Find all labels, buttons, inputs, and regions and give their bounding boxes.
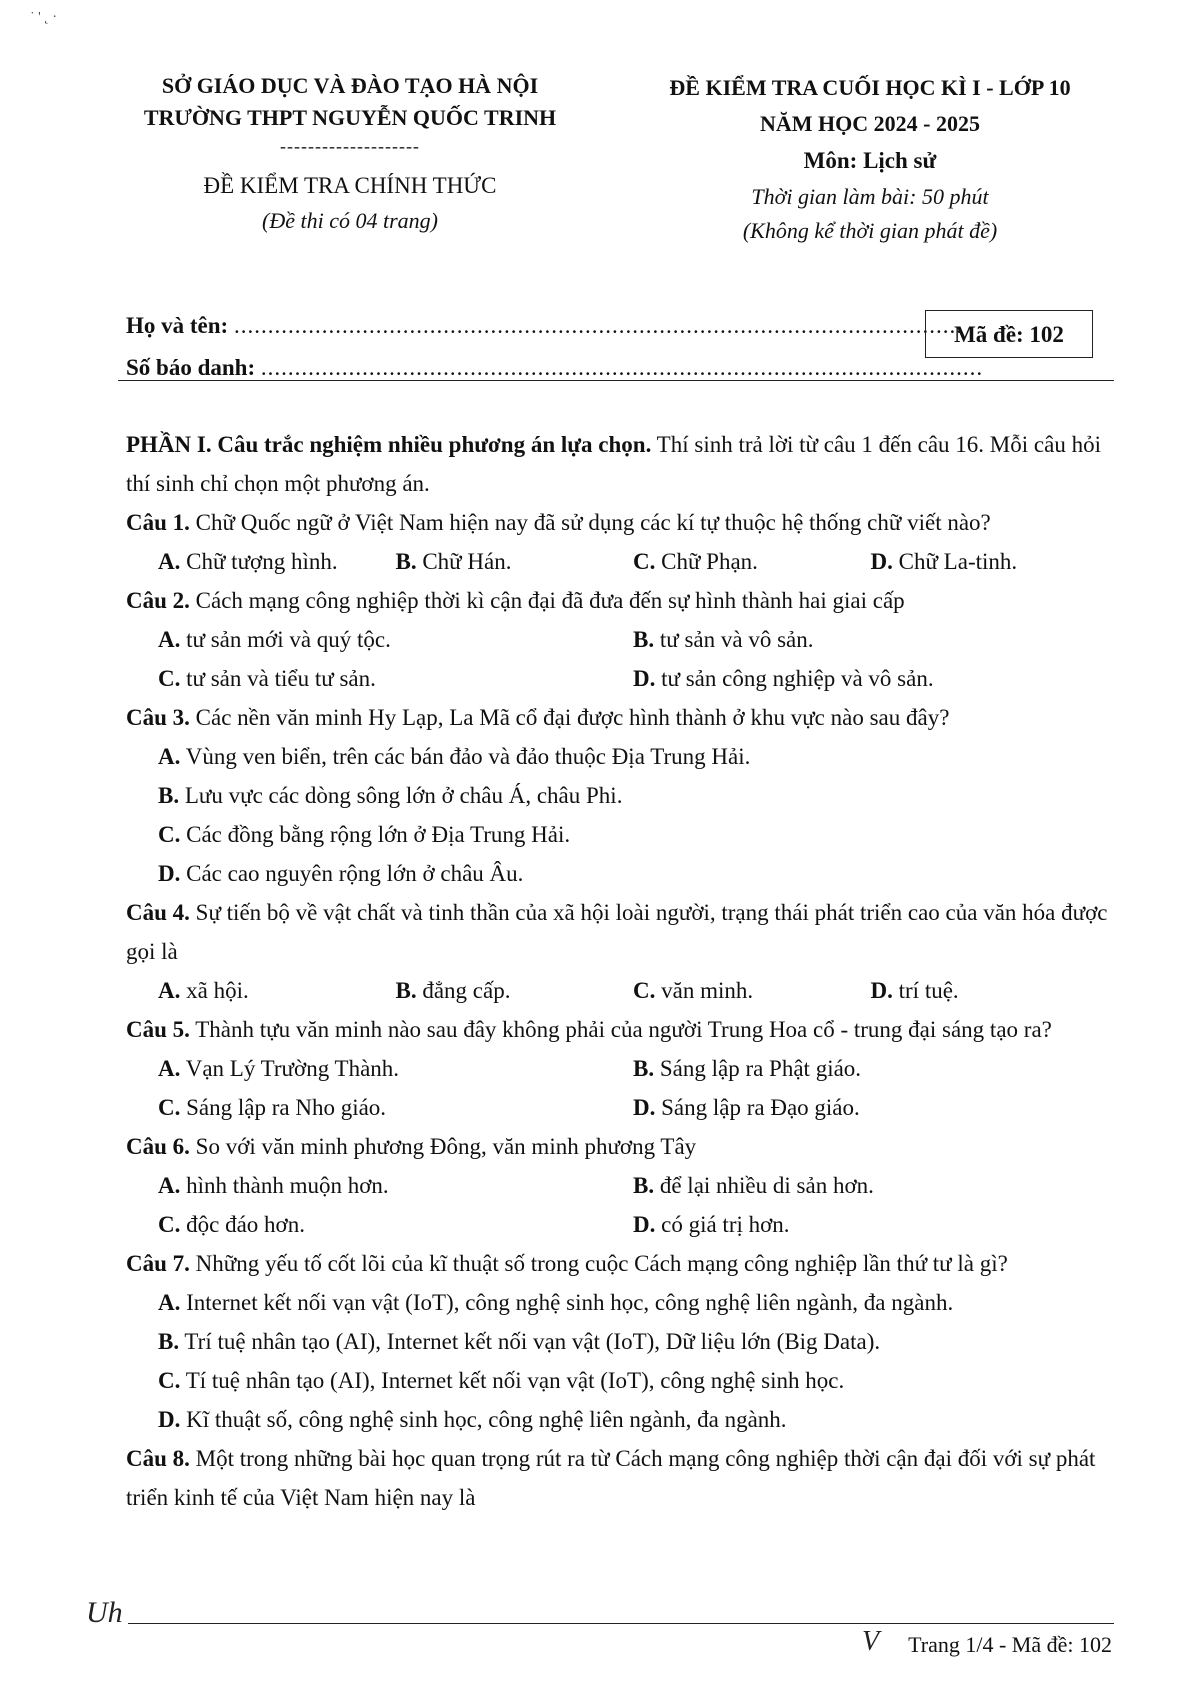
question-number: Câu 5. [126,1017,190,1042]
options-row [126,659,1108,698]
option-text: Internet kết nối vạn vật (IoT), công nghệ sinh học, công nghệ liên ngành, đa ngành. [180,1290,954,1315]
question-number: Câu 3. [126,705,190,730]
student-name-label: Họ và tên: [126,313,229,338]
student-name-row [126,305,983,347]
question-number: Câu 2. [126,588,190,613]
question-stem [126,503,1108,542]
question-stem [126,1127,1108,1166]
option-letter: D. [158,1407,181,1432]
official-exam-label: ĐỀ KIỂM TRA CHÍNH THỨC [203,173,497,198]
option-text: Vạn Lý Trường Thành. [180,1056,400,1081]
question-stem [126,1439,1108,1517]
option-letter: C. [158,1368,181,1393]
option-letter: B. [158,1329,180,1354]
question-stem [126,1010,1108,1049]
answer-option-a[interactable] [158,1049,633,1088]
answer-option-b[interactable] [396,971,634,1010]
question-number: Câu 1. [126,510,190,535]
student-id-label: Số báo danh: [126,355,256,380]
option-text: Trí tuệ nhân tạo (AI), Internet kết nối vạn vật (IoT), Dữ liệu lớn (Big Data). [179,1329,881,1354]
option-text: tư sản và vô sản. [654,627,814,652]
answer-option-a[interactable] [158,542,396,581]
answer-option-a[interactable] [126,737,1108,776]
answer-option-b[interactable] [633,1049,1108,1088]
question-1 [126,503,1108,581]
option-text: xã hội. [180,978,249,1003]
option-letter: B. [633,627,655,652]
option-letter: D. [633,1212,656,1237]
option-text: Chữ Phạn. [655,549,758,574]
answer-option-c[interactable] [158,659,633,698]
option-letter: C. [158,666,181,691]
option-letter: A. [158,1173,181,1198]
answer-option-d[interactable] [633,659,1108,698]
handwritten-mark: V [862,1626,880,1657]
scan-specks: ˙ ' ˛ · [30,10,58,25]
answer-option-c[interactable] [633,542,871,581]
option-text: Lưu vực các dòng sông lớn ở châu Á, châu Phi. [179,783,623,808]
question-4 [126,893,1108,1010]
exam-code-box: Mã đề: 102 [925,310,1093,358]
option-letter: B. [395,549,417,574]
question-stem [126,893,1108,971]
page-count-note: (Đề thi có 04 trang) [262,208,438,233]
question-number: Câu 4. [126,900,190,925]
question-stem [126,581,1108,620]
option-text: Sáng lập ra Nho giáo. [180,1095,387,1120]
question-text: Cách mạng công nghiệp thời kì cận đại đã đưa đến sự hình thành hai giai cấp [189,588,905,613]
answer-option-d[interactable] [633,1088,1108,1127]
question-6 [126,1127,1108,1244]
question-text: So với văn minh phương Đông, văn minh phương Tây [189,1134,697,1159]
answer-option-b[interactable] [396,542,634,581]
option-text: Các đồng bằng rộng lớn ở Địa Trung Hải. [180,822,571,847]
option-letter: A. [158,627,181,652]
question-3 [126,698,1108,893]
option-text: Chữ Hán. [416,549,512,574]
answer-option-d[interactable] [871,971,1109,1010]
option-text: đẳng cấp. [416,978,511,1003]
exam-title: ĐỀ KIỂM TRA CUỐI HỌC KÌ I - LỚP 10 [669,75,1071,100]
option-text: văn minh. [655,978,754,1003]
option-text: Vùng ven biển, trên các bán đảo và đảo thuộc Địa Trung Hải. [180,744,751,769]
answer-option-c[interactable] [126,815,1108,854]
answer-option-d[interactable] [126,854,1108,893]
time-note: (Không kể thời gian phát đề) [742,218,998,243]
option-text: Sáng lập ra Phật giáo. [654,1056,862,1081]
question-content [126,425,1108,1517]
option-letter: B. [158,783,180,808]
question-2 [126,581,1108,698]
student-name-field[interactable]: ............................................................................................................ [233,313,963,338]
options-row [126,1088,1108,1127]
time-limit: Thời gian làm bài: 50 phút [751,184,989,209]
question-number: Câu 7. [126,1251,190,1276]
header-left [110,70,590,238]
option-text: Sáng lập ra Đạo giáo. [655,1095,860,1120]
option-letter: A. [158,1056,181,1081]
answer-option-a[interactable] [158,1166,633,1205]
question-text: Một trong những bài học quan trọng rút ra từ Cách mạng công nghiệp thời cận đại đối với sự phát triển kinh tế của Việt Nam hiện nay là [126,1446,1096,1510]
option-text: có giá trị hơn. [655,1212,790,1237]
header-divider [118,380,1114,381]
question-number: Câu 6. [126,1134,190,1159]
option-letter: D. [158,861,181,886]
subject-label: Môn: Lịch sử [803,148,937,173]
option-letter: D. [870,978,893,1003]
option-text: tư sản công nghiệp và vô sản. [655,666,934,691]
option-text: Kĩ thuật số, công nghệ sinh học, công nghệ liên ngành, đa ngành. [180,1407,787,1432]
school-name: TRƯỜNG THPT NGUYỄN QUỐC TRINH [143,105,557,130]
option-letter: A. [158,1290,181,1315]
footer-divider [128,1623,1114,1624]
department-name: SỞ GIÁO DỤC VÀ ĐÀO TẠO HÀ NỘI [161,73,539,98]
answer-option-b[interactable] [126,1322,1108,1361]
header-separator: -------------------- [280,136,420,156]
options-row [126,1205,1108,1244]
option-letter: A. [158,978,181,1003]
option-text: Chữ tượng hình. [180,549,338,574]
answer-option-d[interactable] [126,1400,1108,1439]
answer-option-a[interactable] [158,971,396,1010]
answer-option-a[interactable] [158,620,633,659]
question-text: Những yếu tố cốt lõi của kĩ thuật số trong cuộc Cách mạng công nghiệp lần thứ tư là gì? [189,1251,1008,1276]
question-list [126,503,1108,1517]
answer-option-c[interactable] [158,1205,633,1244]
options-row [126,971,1108,1010]
question-5 [126,1010,1108,1127]
question-stem [126,698,1108,737]
options-row [126,542,1108,581]
question-text: Sự tiến bộ về vật chất và tinh thần của xã hội loài người, trạng thái phát triển cao của văn hóa được gọi là [126,900,1108,964]
student-id-row [126,347,983,389]
option-text: Chữ La-tinh. [892,549,1018,574]
question-8 [126,1439,1108,1517]
option-text: độc đáo hơn. [180,1212,305,1237]
school-year: NĂM HỌC 2024 - 2025 [760,111,980,136]
option-letter: B. [633,1056,655,1081]
option-letter: C. [633,549,656,574]
option-text: tư sản mới và quý tộc. [180,627,391,652]
question-text: Thành tựu văn minh nào sau đây không phải của người Trung Hoa cổ - trung đại sáng tạo ra? [189,1017,1052,1042]
part-one-instruction: Thí sinh trả lời từ câu 1 đến câu 16. Mỗi câu hỏi thí sinh chỉ chọn một phương án. [126,432,1101,496]
answer-option-a[interactable] [126,1283,1108,1322]
question-text: Chữ Quốc ngữ ở Việt Nam hiện nay đã sử dụng các kí tự thuộc hệ thống chữ viết nào? [189,510,991,535]
option-letter: B. [395,978,417,1003]
option-text: hình thành muộn hơn. [180,1173,389,1198]
header-right [640,70,1100,248]
handwritten-initials: Uh [86,1596,123,1629]
options-row [126,1049,1108,1088]
option-letter: A. [158,549,181,574]
question-text: Các nền văn minh Hy Lạp, La Mã cổ đại được hình thành ở khu vực nào sau đây? [189,705,950,730]
option-letter: D. [870,549,893,574]
answer-option-d[interactable] [633,1205,1108,1244]
student-info [126,305,983,389]
option-text: để lại nhiều di sản hơn. [654,1173,874,1198]
option-letter: C. [158,822,181,847]
answer-option-c[interactable] [126,1361,1108,1400]
option-letter: C. [158,1095,181,1120]
option-letter: A. [158,744,181,769]
option-text: Các cao nguyên rộng lớn ở châu Âu. [180,861,524,886]
answer-option-b[interactable] [633,1166,1108,1205]
answer-option-c[interactable] [633,971,871,1010]
answer-option-d[interactable] [871,542,1109,581]
student-id-field[interactable]: ........................................................................................................... [260,355,984,380]
answer-option-b[interactable] [126,776,1108,815]
question-7 [126,1244,1108,1439]
option-letter: C. [158,1212,181,1237]
answer-option-c[interactable] [158,1088,633,1127]
option-text: Tí tuệ nhân tạo (AI), Internet kết nối vạn vật (IoT), công nghệ sinh học. [180,1368,845,1393]
option-letter: B. [633,1173,655,1198]
page-footer: Trang 1/4 - Mã đề: 102 [908,1632,1112,1657]
option-letter: D. [633,1095,656,1120]
option-letter: C. [633,978,656,1003]
options-row [126,1166,1108,1205]
part-one-title: PHẦN I. Câu trắc nghiệm nhiều phương án lựa chọn. [126,432,652,457]
answer-option-b[interactable] [633,620,1108,659]
question-number: Câu 8. [126,1446,190,1471]
option-text: trí tuệ. [892,978,959,1003]
part-one-heading [126,425,1108,503]
option-letter: D. [633,666,656,691]
question-stem [126,1244,1108,1283]
option-text: tư sản và tiểu tư sản. [180,666,376,691]
options-row [126,620,1108,659]
